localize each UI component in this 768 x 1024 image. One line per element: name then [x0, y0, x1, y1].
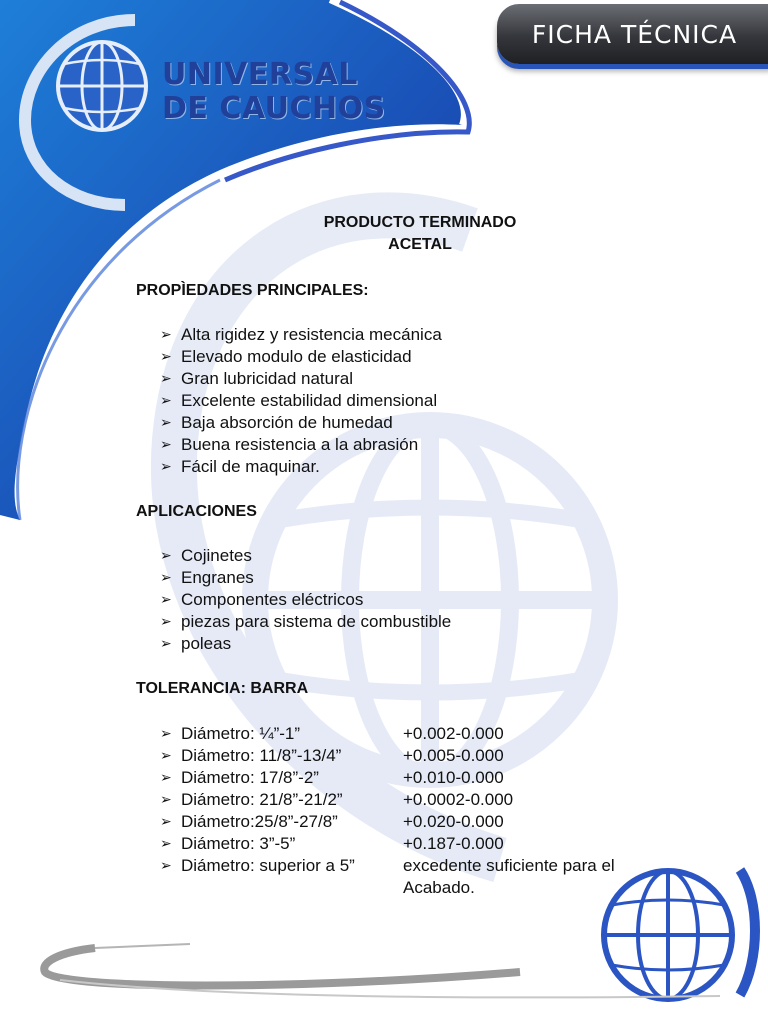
list-item: ➢ piezas para sistema de combustible — [160, 611, 451, 633]
tolerance-row — [160, 789, 663, 811]
applications-heading: APLICACIONES — [136, 503, 257, 520]
list-item: ➢ Engranes — [160, 567, 451, 589]
applications-list — [160, 545, 451, 655]
list-item: ➢ Gran lubricidad natural — [160, 368, 442, 390]
list-item: ➢ Baja absorción de humedad — [160, 412, 442, 434]
company-name-line1: UNIVERSAL — [162, 57, 358, 92]
list-item: ➢ Buena resistencia a la abrasión — [160, 434, 442, 456]
list-item: ➢ Excelente estabilidad dimensional — [160, 390, 442, 412]
tolerance-row — [160, 833, 663, 855]
tolerance-value: excedente suficiente para el Acabado. — [403, 856, 615, 897]
tolerance-row — [160, 723, 663, 745]
tolerance-label: Diámetro: 21/8”-21/2” — [181, 790, 343, 809]
tolerance-row — [160, 745, 663, 767]
properties-list — [160, 324, 442, 478]
tolerance-row — [160, 855, 663, 899]
company-name-line2: DE CAUCHOS — [162, 91, 386, 126]
tolerance-value: +0.002-0.000 — [403, 724, 504, 743]
list-item: ➢ Fácil de maquinar. — [160, 456, 442, 478]
tolerance-value: +0.020-0.000 — [403, 812, 504, 831]
list-item: ➢ Cojinetes — [160, 545, 451, 567]
tolerance-value: +0.187-0.000 — [403, 834, 504, 853]
tolerance-label: Diámetro: superior a 5” — [181, 856, 355, 875]
tolerance-label: Diámetro: 11/8”-13/4” — [181, 746, 342, 765]
properties-heading: PROPÌEDADES PRINCIPALES: — [136, 282, 369, 299]
list-item: ➢ Elevado modulo de elasticidad — [160, 346, 442, 368]
list-item: ➢ Alta rigidez y resistencia mecánica — [160, 324, 442, 346]
tolerance-heading: TOLERANCIA: BARRA — [136, 680, 309, 697]
title-line1: PRODUCTO TERMINADO — [323, 214, 517, 231]
tolerance-value: +0.005-0.000 — [403, 746, 504, 765]
tolerance-value: +0.010-0.000 — [403, 768, 504, 787]
tolerance-value: +0.0002-0.000 — [403, 790, 514, 809]
tolerance-row — [160, 767, 663, 789]
tolerance-row — [160, 811, 663, 833]
list-item: ➢ Componentes eléctricos — [160, 589, 451, 611]
tolerance-label: Diámetro: ¼”-1” — [181, 724, 301, 743]
title-line2: ACETAL — [388, 236, 452, 253]
tolerance-label: Diámetro: 3”-5” — [181, 834, 296, 853]
tolerance-list — [160, 723, 663, 899]
ficha-tecnica-badge: FICHA TÉCNICA — [497, 4, 768, 64]
document-title — [270, 212, 570, 256]
list-item: ➢ poleas — [160, 633, 451, 655]
tolerance-label: Diámetro: 17/8”-2” — [181, 768, 319, 787]
tolerance-label: Diámetro:25/8”-27/8” — [181, 812, 338, 831]
